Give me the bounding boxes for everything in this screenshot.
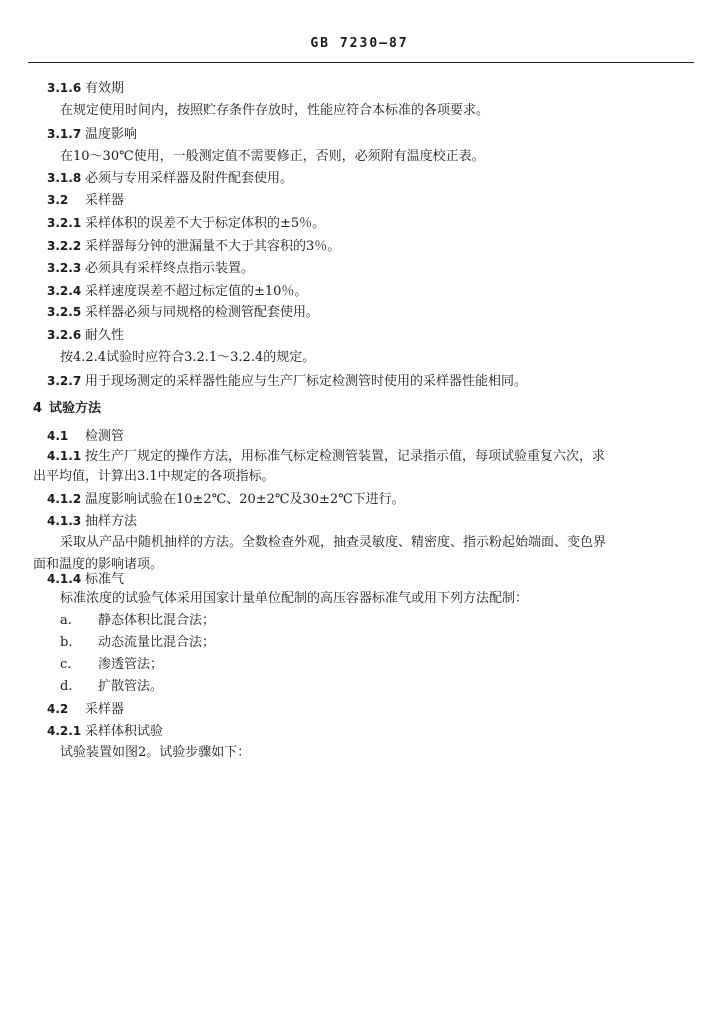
section-number: 3.2.7 bbox=[47, 374, 82, 388]
chapter-number: 4 bbox=[33, 401, 43, 416]
section-3-2-1 bbox=[47, 214, 325, 233]
section-number: 3.2 bbox=[47, 193, 69, 207]
list-item bbox=[60, 634, 215, 652]
list-item-text: 渗透管法； bbox=[98, 657, 164, 672]
section-title: 采样器 bbox=[85, 702, 125, 717]
section-number: 4.1 bbox=[47, 429, 69, 443]
section-number: 4.2.1 bbox=[47, 724, 82, 738]
section-title: 温度影响 bbox=[85, 127, 138, 142]
section-number: 4.1.1 bbox=[47, 449, 82, 463]
section-title: 标准气 bbox=[85, 572, 125, 587]
section-3-2-6-heading bbox=[47, 326, 124, 345]
section-number: 3.2.6 bbox=[47, 328, 82, 342]
section-title: 采样器必须与同规格的检测管配套使用。 bbox=[85, 305, 320, 320]
section-3-1-6-heading bbox=[47, 79, 124, 98]
section-title: 采样速度误差不超过标定值的±10％。 bbox=[85, 284, 308, 299]
list-item-label: c. bbox=[60, 657, 72, 672]
section-number: 3.2.3 bbox=[47, 261, 82, 275]
section-3-2-4 bbox=[47, 282, 307, 301]
section-3-2-3 bbox=[47, 259, 254, 278]
section-4-1-2 bbox=[47, 490, 405, 509]
section-title: 必须与专用采样器及附件配套使用。 bbox=[85, 171, 294, 186]
section-number: 4.1.3 bbox=[47, 514, 82, 528]
section-3-2-5 bbox=[47, 303, 319, 322]
section-title: 采样体积试验 bbox=[85, 724, 164, 739]
section-4-1-1-continuation: 出平均值，计算出3.1中规定的各项指标。 bbox=[33, 469, 275, 484]
section-3-1-6-text: 在规定使用时间内，按照贮存条件存放时，性能应符合本标准的各项要求。 bbox=[60, 103, 490, 118]
list-item bbox=[60, 678, 163, 696]
standard-number-header: GB 7230—87 bbox=[310, 36, 409, 51]
section-title: 采样器 bbox=[85, 193, 125, 208]
section-number: 4.1.4 bbox=[47, 572, 82, 586]
list-item bbox=[60, 656, 163, 674]
section-title: 用于现场测定的采样器性能应与生产厂标定检测管时使用的采样器性能相同。 bbox=[85, 374, 528, 389]
section-number: 4.2 bbox=[47, 702, 69, 716]
list-item-label: b. bbox=[60, 635, 73, 650]
section-number: 4.1.2 bbox=[47, 492, 82, 506]
section-title: 必须具有采样终点指示装置。 bbox=[85, 261, 255, 276]
section-3-2-6-text: 按4.2.4试验时应符合3.2.1～3.2.4的规定。 bbox=[60, 350, 316, 365]
section-number: 3.2.1 bbox=[47, 216, 82, 230]
section-3-1-8 bbox=[47, 169, 293, 188]
section-number: 3.1.8 bbox=[47, 171, 82, 185]
section-4-1-1 bbox=[47, 447, 605, 466]
section-title: 采样体积的误差不大于标定体积的±5％。 bbox=[85, 216, 326, 231]
chapter-4-heading bbox=[33, 400, 101, 418]
section-4-2-1-text: 试验装置如图2。试验步骤如下： bbox=[60, 745, 251, 760]
section-3-1-7-text: 在10～30℃使用，一般测定值不需要修正，否则，必须附有温度校正表。 bbox=[60, 149, 485, 164]
section-number: 3.2.5 bbox=[47, 305, 82, 319]
section-4-1-heading bbox=[47, 427, 124, 446]
section-number: 3.1.6 bbox=[47, 81, 82, 95]
section-title: 耐久性 bbox=[85, 328, 125, 343]
list-item-label: d. bbox=[60, 679, 73, 694]
section-number: 3.1.7 bbox=[47, 127, 82, 141]
list-item-label: a. bbox=[60, 613, 72, 628]
header-rule bbox=[28, 62, 694, 63]
section-3-2-7 bbox=[47, 372, 527, 391]
section-4-1-4-heading bbox=[47, 570, 124, 589]
section-title: 抽样方法 bbox=[85, 514, 138, 529]
section-title: 有效期 bbox=[85, 81, 125, 96]
section-3-2-heading bbox=[47, 191, 124, 210]
section-title: 温度影响试验在10±2℃、20±2℃及30±2℃下进行。 bbox=[85, 492, 405, 507]
section-number: 3.2.4 bbox=[47, 284, 82, 298]
chapter-title: 试验方法 bbox=[49, 401, 102, 416]
section-4-1-3-text-line1: 采取从产品中随机抽样的方法。全数检查外观，抽查灵敏度、精密度、指示粉起始端面、变色界 bbox=[60, 535, 607, 550]
section-4-1-3-text-line2: 面和温度的影响诸项。 bbox=[33, 557, 164, 572]
list-item-text: 扩散管法。 bbox=[98, 679, 164, 694]
list-item-text: 静态体积比混合法； bbox=[98, 613, 216, 628]
section-number: 3.2.2 bbox=[47, 239, 82, 253]
list-item bbox=[60, 612, 215, 630]
section-title: 按生产厂规定的操作方法，用标准气标定检测管装置，记录指示值，每项试验重复六次，求 bbox=[85, 449, 606, 464]
section-4-2-1-heading bbox=[47, 722, 163, 741]
section-4-1-3-heading bbox=[47, 512, 137, 531]
section-title: 采样器每分钟的泄漏量不大于其容积的3％。 bbox=[85, 239, 341, 254]
list-item-text: 动态流量比混合法； bbox=[98, 635, 216, 650]
section-3-2-2 bbox=[47, 237, 340, 256]
section-4-1-4-text: 标准浓度的试验气体采用国家计量单位配制的高压容器标准气或用下列方法配制： bbox=[60, 591, 529, 606]
section-title: 检测管 bbox=[85, 429, 125, 444]
section-3-1-7-heading bbox=[47, 125, 137, 144]
section-4-2-heading bbox=[47, 700, 124, 719]
